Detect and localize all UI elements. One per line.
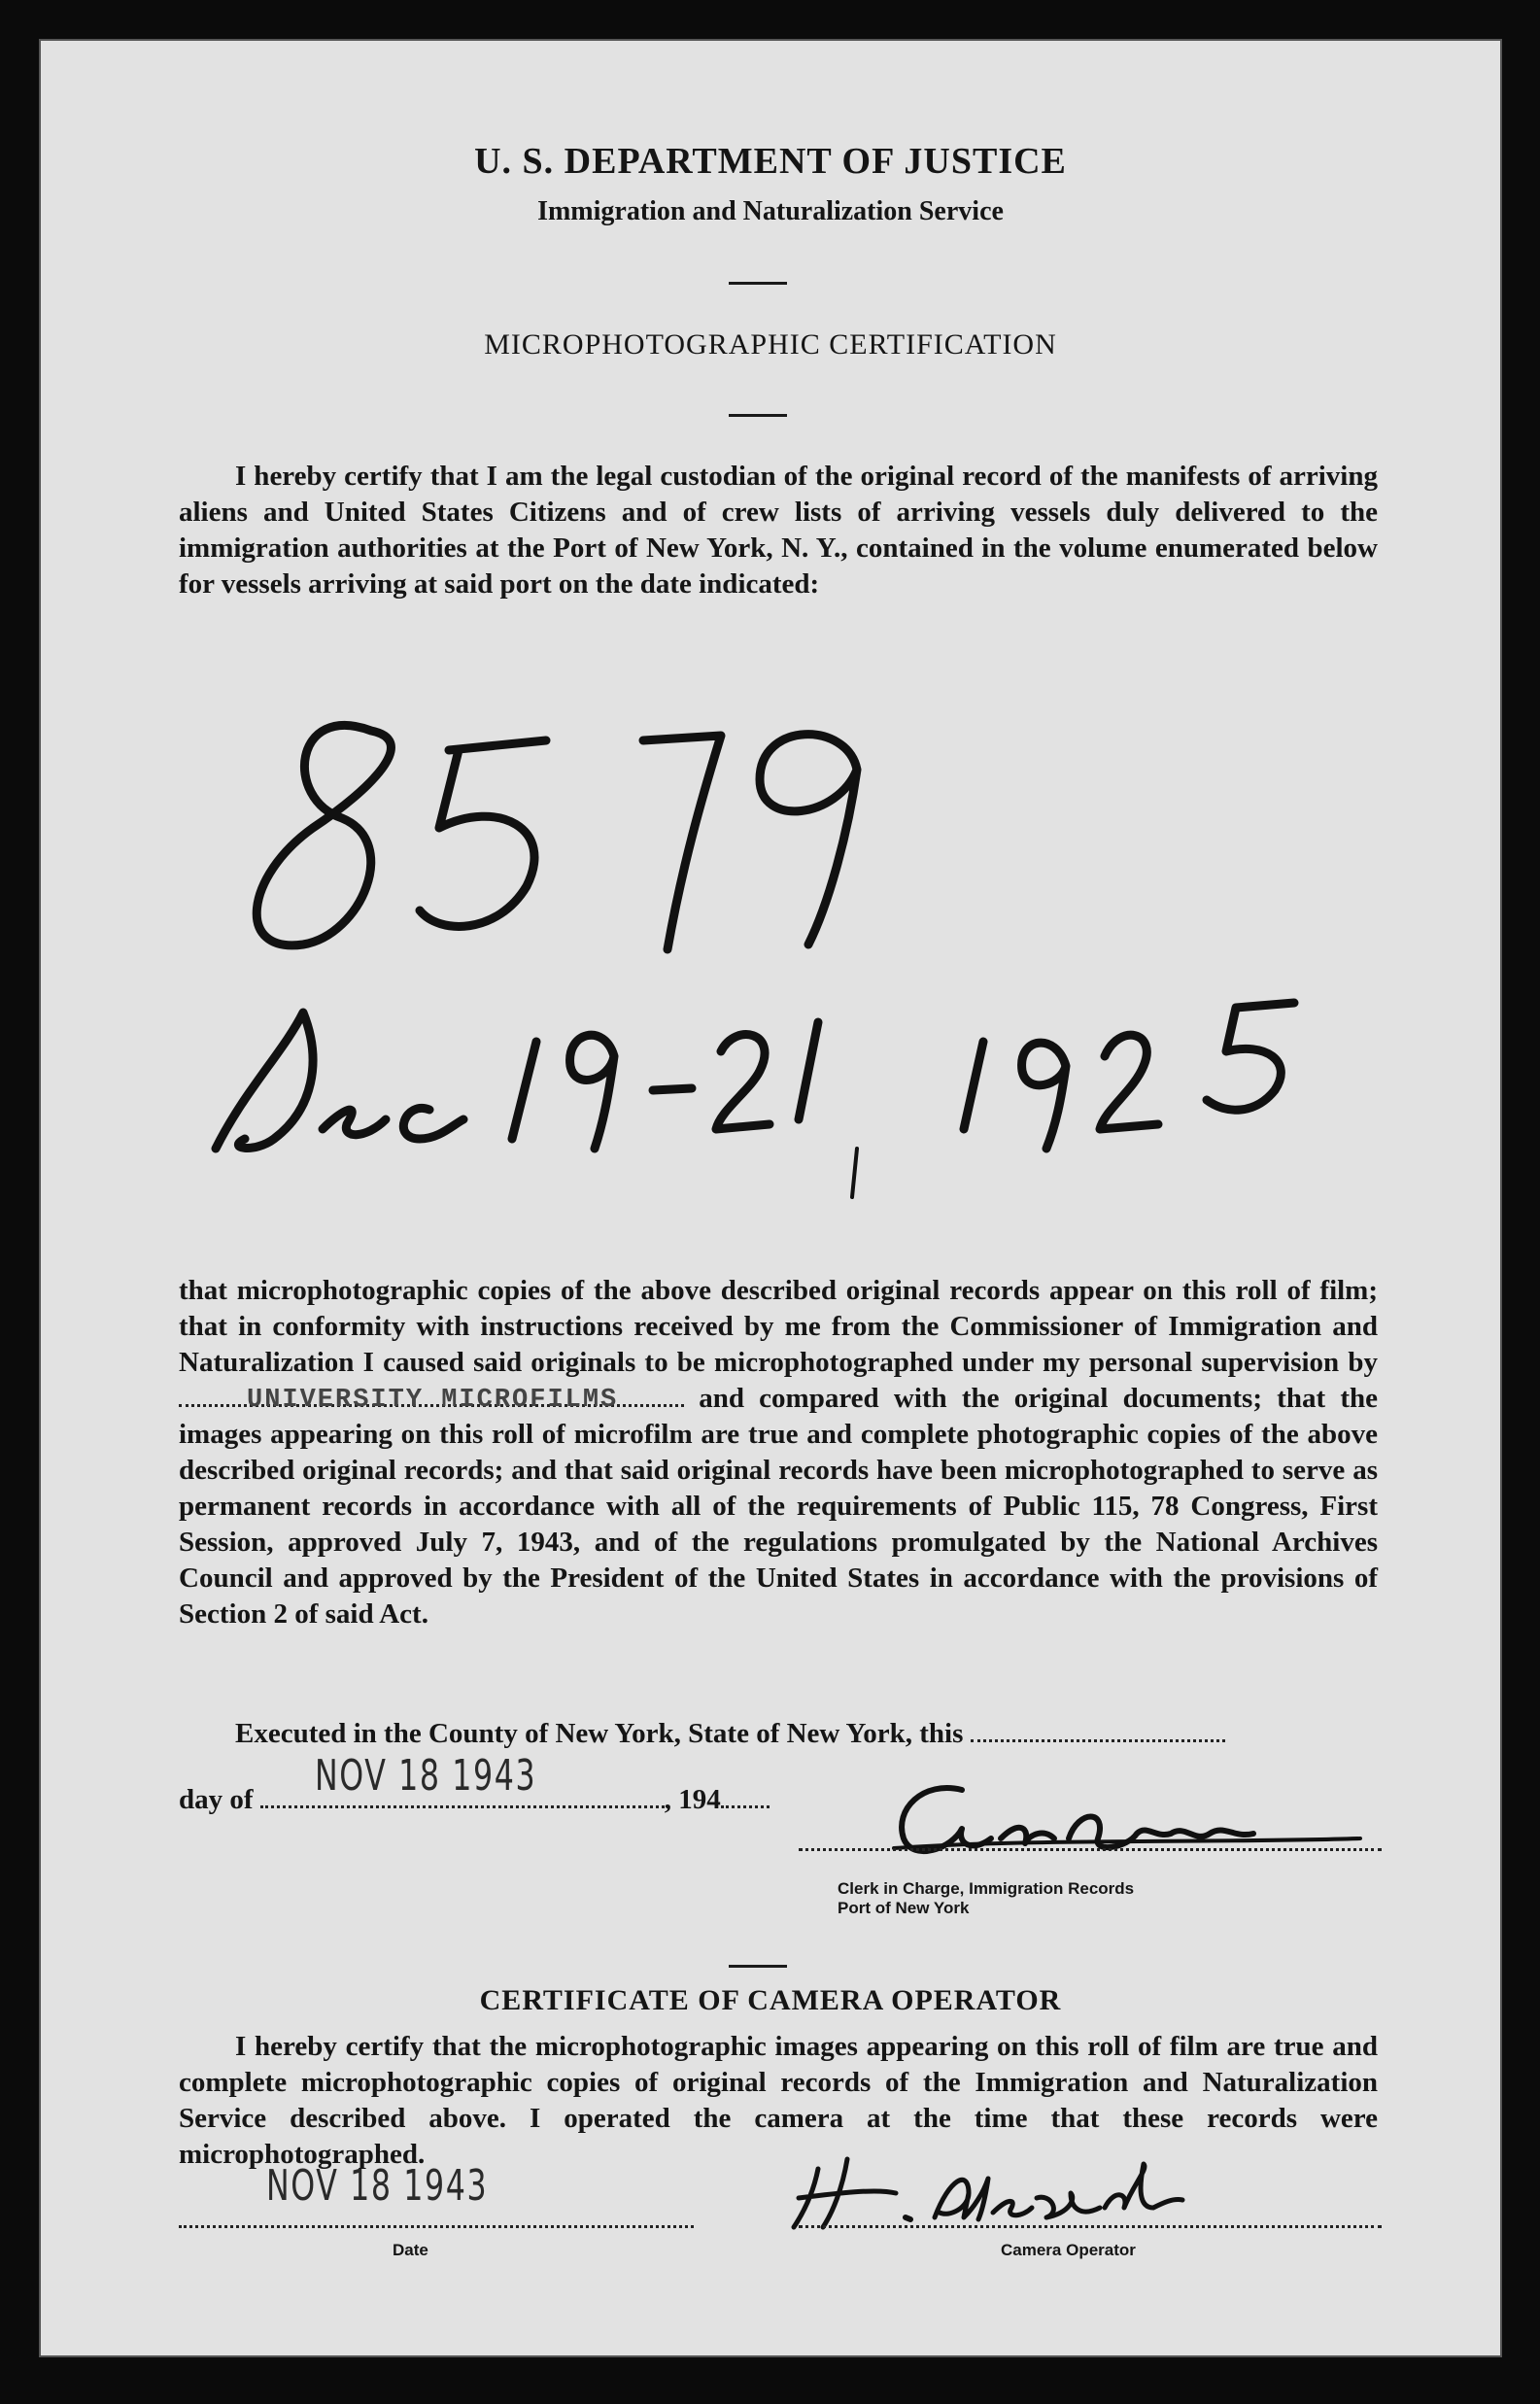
clerk-title-line2: Port of New York <box>838 1899 970 1917</box>
intro-paragraph: I hereby certify that I am the legal custodian of the original record of the manifests of arriving aliens and United States Citizens and of crew lists of arriving vessels duly delivered to the immigration authorities at the Port of New York, N. Y., contained in the volume enumerated below for vessels arriving at said port on the date indicated: <box>179 461 1378 600</box>
camera-certificate-title: CERTIFICATE OF CAMERA OPERATOR <box>479 1984 1062 2016</box>
body-text-before-operator: that microphotographic copies of the above described original records appear on this roll of film; that in conformity with instructions received by me from the Commissioner of Immigration and Naturalization I caused said originals to be microphotographed under my personal supervision by <box>179 1275 1378 1378</box>
divider-rule <box>729 1965 787 1968</box>
body-text-after-operator: and compared with the original documents; that the images appearing on this roll of microfilm are true and complete photographic copies of the above described original records; and that said original records have been microphotographed to serve as permanent records in accordance with all of the requirements of Public 115, 78 Congress, First Session, approved July 7, 1943, and of the regulations promulgated by the National Archives Council and approved by the President of the United States in accordance with the provisions of Section 2 of said Act. <box>179 1383 1378 1630</box>
body-paragraph <box>179 1273 1378 1632</box>
day-of-label: day of <box>179 1784 254 1815</box>
year-dotted-line <box>721 1805 770 1808</box>
day-of-dotted-line <box>260 1805 665 1808</box>
camera-operator-line <box>799 2225 1382 2228</box>
certification-title: MICROPHOTOGRAPHIC CERTIFICATION <box>484 328 1057 361</box>
camera-operator-label: Camera Operator <box>1001 2241 1136 2259</box>
camera-date-line <box>179 2225 694 2228</box>
camera-operator-signature <box>779 2140 1187 2237</box>
handwritten-volume-and-date <box>177 682 1430 1226</box>
service-subheading: Immigration and Naturalization Service <box>537 196 1004 226</box>
execution-text: Executed in the County of New York, State of New York, this <box>235 1718 964 1749</box>
clerk-signature <box>836 1770 1380 1877</box>
year-label: , 194 <box>664 1784 721 1815</box>
certificate-page <box>39 39 1502 2357</box>
operator-typed-name: UNIVERSITY MICROFILMS <box>247 1386 619 1415</box>
clerk-title-line1: Clerk in Charge, Immigration Records <box>838 1879 1135 1898</box>
camera-certificate-text: I hereby certify that the microphotographic images appearing on this roll of film are true and complete microphotographic copies of original records of the Immigration and Naturalization Service described above. I operated the camera at the time that these records were microphotographed. <box>179 2031 1378 2170</box>
clerk-title <box>838 1879 1134 1918</box>
execution-dotted-line <box>971 1739 1225 1742</box>
execution-line <box>235 1716 1382 1752</box>
clerk-signature-line <box>799 1848 1382 1851</box>
camera-operator-signature-text: H. Alexander <box>779 2140 785 2141</box>
operator-dotted-line <box>179 1386 684 1415</box>
divider-rule <box>729 282 787 285</box>
date-label: Date <box>393 2241 428 2259</box>
execution-date-stamp: NOV 18 1943 <box>315 1751 537 1801</box>
clerk-signature-text: Geo. Hessner <box>836 1770 841 1771</box>
camera-date-stamp: NOV 18 1943 <box>266 2161 489 2211</box>
department-heading: U. S. DEPARTMENT OF JUSTICE <box>474 141 1067 182</box>
divider-rule <box>729 414 787 417</box>
